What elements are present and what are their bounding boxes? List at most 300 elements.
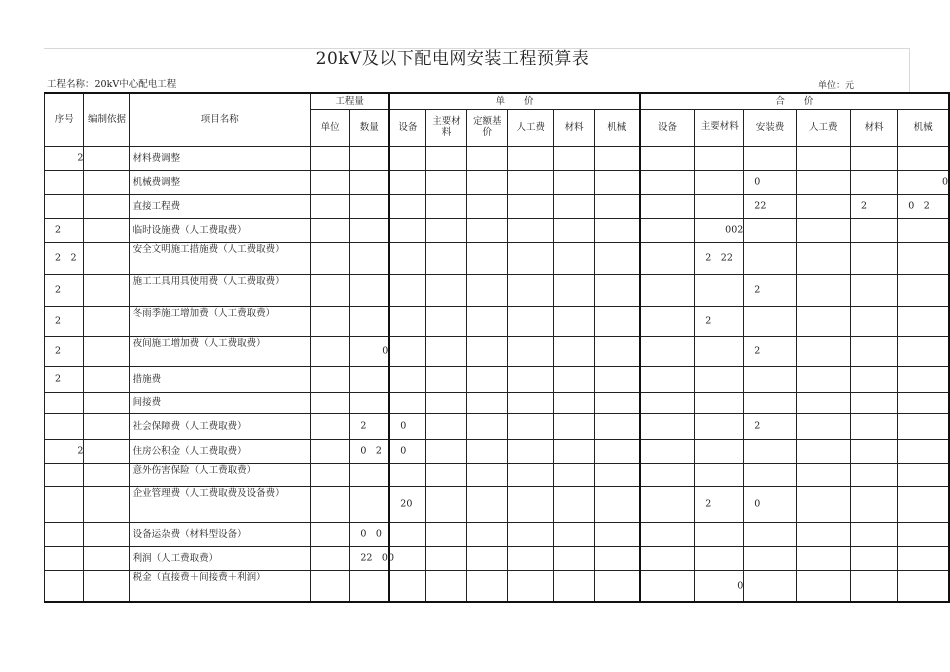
cell-unit-machinery [594,463,639,486]
cell-total-material [850,218,897,242]
cell-total-labor [796,146,850,170]
cell-value: 0 [382,345,389,357]
cell-value: 2 [77,152,84,164]
cell-qty-unit [310,546,349,570]
cell-unit-material [554,486,594,522]
cell-unit-labor [507,486,554,522]
cell-unit-main-material [426,170,466,194]
cell-basis [84,392,129,413]
table-body [45,146,950,602]
cell-total-install [744,522,796,546]
cell-value: 22 [754,200,767,212]
cell-unit-main-material [426,218,466,242]
cell-unit-machinery [594,366,639,392]
cell-basis [84,336,129,366]
cell-unit-machinery [594,242,639,274]
cell-quota-base [466,336,507,366]
cell-quota-base [466,439,507,463]
cell-qty-amount [350,306,389,336]
cell-value: 0 2 [360,445,382,457]
cell-total-labor [796,463,850,486]
cell-unit-main-material [426,463,466,486]
cell-qty-amount [350,392,389,413]
table-row [45,546,950,570]
cell-basis [84,274,129,306]
cell-basis [84,570,129,602]
cell-name: 施工工具用具使用费（人工费取费） [129,274,310,306]
cell-total-main-material [695,463,744,486]
cell-unit-equipment [389,274,426,306]
cell-quota-base [466,413,507,439]
cell-unit-main-material [426,486,466,522]
cell-total-main-material [695,170,744,194]
cell-value: 2 [55,345,62,357]
cell-qty-unit [310,392,349,413]
cell-total-install [744,242,796,274]
cell-unit-equipment [389,413,426,439]
cell-total-machinery [898,546,949,570]
cell-total-machinery [898,392,949,413]
header-total-group: 合 价 [640,93,949,109]
cell-unit-labor [507,242,554,274]
cell-seq [45,306,84,336]
cell-quota-base [466,570,507,602]
cell-value: 2 [55,224,62,236]
header-unit-material: 材料 [554,109,594,146]
cell-quota-base [466,463,507,486]
cell-unit-material [554,170,594,194]
cell-value: 0 [754,176,761,188]
cell-basis [84,522,129,546]
cell-total-labor [796,306,850,336]
cell-value: 2 [754,284,761,296]
cell-unit-equipment [389,546,426,570]
cell-total-install [744,413,796,439]
cell-total-labor [796,522,850,546]
cell-name: 临时设施费（人工费取费） [129,218,310,242]
header-unit-machinery: 机械 [594,109,639,146]
cell-name: 税金（直接费＋间接费＋利润） [129,570,310,602]
header-total-labor: 人工费 [796,109,850,146]
project-name: 工程名称：20kV中心配电工程 [47,79,177,90]
cell-unit-main-material [426,570,466,602]
cell-basis [84,242,129,274]
cell-value: 2 2 [55,252,77,264]
cell-value: 2 [754,420,761,432]
cell-total-machinery [898,274,949,306]
cell-total-main-material [695,146,744,170]
cell-unit-machinery [594,306,639,336]
cell-value: 0 [737,580,744,591]
header-total-install: 安装费 [744,109,796,146]
cell-total-material [850,242,897,274]
cell-total-equipment [640,439,695,463]
cell-seq [45,170,84,194]
cell-qty-amount [350,146,389,170]
cell-total-material [850,274,897,306]
cell-seq [45,522,84,546]
cell-total-main-material [695,392,744,413]
cell-qty-amount [350,546,395,570]
cell-name: 意外伤害保险（人工费取费） [129,463,310,486]
cell-total-equipment [640,194,695,218]
cell-unit-equipment [389,242,426,274]
cell-value: 0 2 [908,200,930,212]
cell-name: 冬雨季施工增加费（人工费取费） [129,306,310,336]
cell-unit-main-material [426,546,466,570]
cell-total-machinery [898,439,949,463]
table-row [45,336,950,366]
cell-total-equipment [640,218,695,242]
cell-unit-labor [507,366,554,392]
cell-seq [45,413,84,439]
cell-total-labor [796,366,850,392]
cell-unit-material [554,392,594,413]
cell-unit-equipment [389,463,426,486]
cell-basis [84,486,129,522]
cell-qty-unit [310,194,349,218]
header-total-material: 材料 [850,109,897,146]
cell-basis [84,170,129,194]
cell-quota-base [466,486,507,522]
cell-seq [45,218,84,242]
header-quota-base: 定额基价 [466,109,507,146]
cell-seq [45,439,84,463]
cell-total-labor [796,392,850,413]
cell-unit-labor [507,439,554,463]
table-row [45,413,950,439]
cell-basis [84,218,129,242]
cell-qty-amount [350,194,389,218]
cell-basis [84,439,129,463]
cell-qty-amount [350,570,389,602]
cell-name: 设备运杂费（材料型设备） [129,522,310,546]
cell-value: 0 [400,445,407,457]
table-row [45,392,950,413]
cell-value: 2 [55,284,62,296]
cell-value: 2 22 [705,252,733,264]
cell-total-material [850,366,897,392]
cell-unit-equipment [389,522,426,546]
cell-total-machinery [898,146,949,170]
cell-total-main-material [695,218,744,242]
cell-value: 2 [860,200,868,212]
cell-unit-material [554,218,594,242]
cell-value: 2 [55,373,62,385]
cell-unit-main-material [426,306,466,336]
cell-total-equipment [640,413,695,439]
cell-qty-unit [310,170,349,194]
cell-unit-labor [507,306,554,336]
cell-total-machinery [898,306,949,336]
cell-qty-unit [310,522,349,546]
cell-total-machinery [898,242,949,274]
table-row [45,486,950,522]
header-quantity-amount: 数量 [350,109,389,146]
cell-value: 2 [705,315,712,327]
header-item-name: 项目名称 [129,93,310,146]
cell-basis [84,546,129,570]
cell-unit-equipment [389,170,426,194]
cell-basis [84,463,129,486]
cell-total-material [850,413,897,439]
cell-unit-machinery [594,336,639,366]
cell-basis [84,194,129,218]
cell-total-machinery [898,463,949,486]
cell-qty-amount [350,274,389,306]
cell-unit-machinery [594,218,639,242]
cell-qty-unit [310,242,349,274]
cell-quota-base [466,218,507,242]
cell-unit-machinery [594,194,639,218]
cell-unit-material [554,146,594,170]
cell-basis [84,146,129,170]
cell-qty-amount [350,218,389,242]
cell-seq [45,146,84,170]
table-row [45,439,950,463]
cell-unit-equipment [389,366,426,392]
cell-total-equipment [640,392,695,413]
cell-total-install [744,546,796,570]
cell-unit-machinery [594,439,639,463]
cell-unit-material [554,522,594,546]
cell-unit-main-material [426,392,466,413]
budget-table [44,92,950,603]
table-row [45,522,950,546]
cell-unit-equipment [389,194,426,218]
cell-name: 住房公积金（人工费取费） [129,439,310,463]
cell-total-material [850,306,897,336]
cell-total-install [744,306,796,336]
cell-total-install [744,392,796,413]
cell-unit-main-material [426,194,466,218]
cell-value: 002 [725,224,744,236]
cell-total-labor [796,194,850,218]
cell-unit-material [554,194,594,218]
cell-total-install [744,439,796,463]
cell-total-machinery [898,336,949,366]
cell-total-material [850,486,897,522]
cell-seq [45,486,84,522]
cell-unit-labor [507,463,554,486]
cell-unit-equipment [389,336,426,366]
header-seq: 序号 [45,93,84,146]
header-total-machinery: 机械 [898,109,949,146]
cell-unit-main-material [426,274,466,306]
cell-qty-amount [350,413,389,439]
cell-total-labor [796,242,850,274]
cell-name: 机械费调整 [129,170,310,194]
cell-quota-base [466,392,507,413]
cell-unit-main-material [426,522,466,546]
cell-value: 2 [754,345,761,357]
cell-total-labor [796,413,850,439]
cell-seq [45,366,84,392]
cell-value: 0 [941,176,948,188]
cell-total-install [744,463,796,486]
cell-total-equipment [640,336,695,366]
cell-total-machinery [898,522,949,546]
cell-total-main-material [695,522,744,546]
cell-quota-base [466,274,507,306]
cell-value: 22 00 [360,552,395,564]
cell-unit-machinery [594,413,639,439]
cell-seq [45,274,84,306]
cell-total-equipment [640,570,695,602]
cell-total-labor [796,274,850,306]
cell-value: 2 [55,315,62,327]
cell-total-install [744,366,796,392]
cell-unit-labor [507,146,554,170]
cell-total-install [744,170,796,194]
header-unit-equipment: 设备 [389,109,426,146]
cell-unit-main-material [426,439,466,463]
cell-unit-main-material [426,413,466,439]
cell-total-machinery [898,218,949,242]
cell-seq [45,463,84,486]
cell-unit-machinery [594,146,639,170]
cell-quota-base [466,306,507,336]
cell-unit-machinery [594,170,639,194]
cell-quota-base [466,194,507,218]
cell-unit-machinery [594,392,639,413]
cell-unit-labor [507,413,554,439]
cell-quota-base [466,170,507,194]
cell-total-labor [796,546,850,570]
cell-quota-base [466,366,507,392]
cell-total-install [744,570,796,602]
cell-name: 社会保障费（人工费取费） [129,413,310,439]
table-row [45,306,950,336]
cell-name: 夜间施工增加费（人工费取费） [129,336,310,366]
cell-qty-amount [350,439,389,463]
cell-unit-labor [507,194,554,218]
page-title: 20kV及以下配电网安装工程预算表 [315,49,590,69]
cell-total-equipment [640,274,695,306]
cell-name: 直接工程费 [129,194,310,218]
cell-qty-unit [310,274,349,306]
cell-unit-equipment [389,146,426,170]
cell-total-machinery [898,366,949,392]
cell-total-machinery [898,570,949,602]
cell-qty-amount [350,336,389,366]
cell-total-equipment [640,170,695,194]
cell-total-main-material [695,486,744,522]
cell-total-material [850,546,897,570]
cell-value: 20 [400,498,413,510]
cell-unit-machinery [594,274,639,306]
cell-seq [45,336,84,366]
cell-quota-base [466,546,507,570]
cell-total-material [850,522,897,546]
cell-qty-unit [310,218,349,242]
cell-name: 利润（人工费取费） [129,546,310,570]
cell-name: 材料费调整 [129,146,310,170]
cell-seq [45,546,84,570]
cell-unit-labor [507,522,554,546]
cell-total-install [744,146,796,170]
cell-value: 2 [705,498,712,510]
header-total-equipment: 设备 [640,109,695,146]
cell-total-material [850,439,897,463]
cell-unit-equipment [389,486,426,522]
cell-unit-labor [507,274,554,306]
cell-total-main-material [695,366,744,392]
cell-value: 0 [754,498,761,510]
cell-seq [45,570,84,602]
cell-quota-base [466,242,507,274]
cell-quota-base [466,146,507,170]
cell-unit-labor [507,392,554,413]
cell-name: 措施费 [129,366,310,392]
cell-qty-amount [350,242,389,274]
cell-total-install [744,336,796,366]
cell-total-material [850,336,897,366]
cell-total-main-material [695,570,744,602]
cell-basis [84,306,129,336]
cell-quota-base [466,522,507,546]
cell-value: 2 [360,420,367,432]
cell-unit-equipment [389,306,426,336]
cell-unit-material [554,413,594,439]
cell-unit-labor [507,336,554,366]
cell-name: 间接费 [129,392,310,413]
cell-unit-labor [507,170,554,194]
cell-total-material [850,570,897,602]
cell-total-equipment [640,146,695,170]
cell-unit-main-material [426,336,466,366]
cell-qty-unit [310,366,349,392]
cell-unit-main-material [426,146,466,170]
header-quantity-group: 工程量 [310,93,389,109]
cell-total-labor [796,570,850,602]
table-row [45,170,950,194]
cell-total-machinery [898,486,949,522]
cell-total-install [744,194,796,218]
cell-total-equipment [640,242,695,274]
cell-unit-material [554,439,594,463]
cell-qty-unit [310,570,349,602]
cell-unit-main-material [426,242,466,274]
cell-unit-material [554,546,594,570]
cell-qty-amount [350,486,389,522]
cell-qty-unit [310,146,349,170]
cell-total-equipment [640,366,695,392]
cell-value: 0 [400,420,407,432]
cell-total-machinery [898,170,949,194]
cell-qty-amount [350,463,389,486]
cell-total-labor [796,336,850,366]
header-unit-price-group: 单 价 [389,93,639,109]
cell-seq [45,242,84,274]
unit-label: 单位：元 [818,81,855,91]
cell-total-material [850,146,897,170]
cell-total-main-material [695,336,744,366]
table-row [45,570,950,602]
cell-total-main-material [695,546,744,570]
header-total-main-material: 主要材料 [695,109,744,146]
cell-total-equipment [640,306,695,336]
cell-total-main-material [695,306,744,336]
cell-unit-labor [507,570,554,602]
cell-total-main-material [695,413,744,439]
cell-total-material [850,392,897,413]
cell-unit-material [554,274,594,306]
cell-unit-machinery [594,522,639,546]
cell-qty-amount [350,170,389,194]
header-quantity-unit: 单位 [310,109,349,146]
cell-unit-equipment [389,570,426,602]
